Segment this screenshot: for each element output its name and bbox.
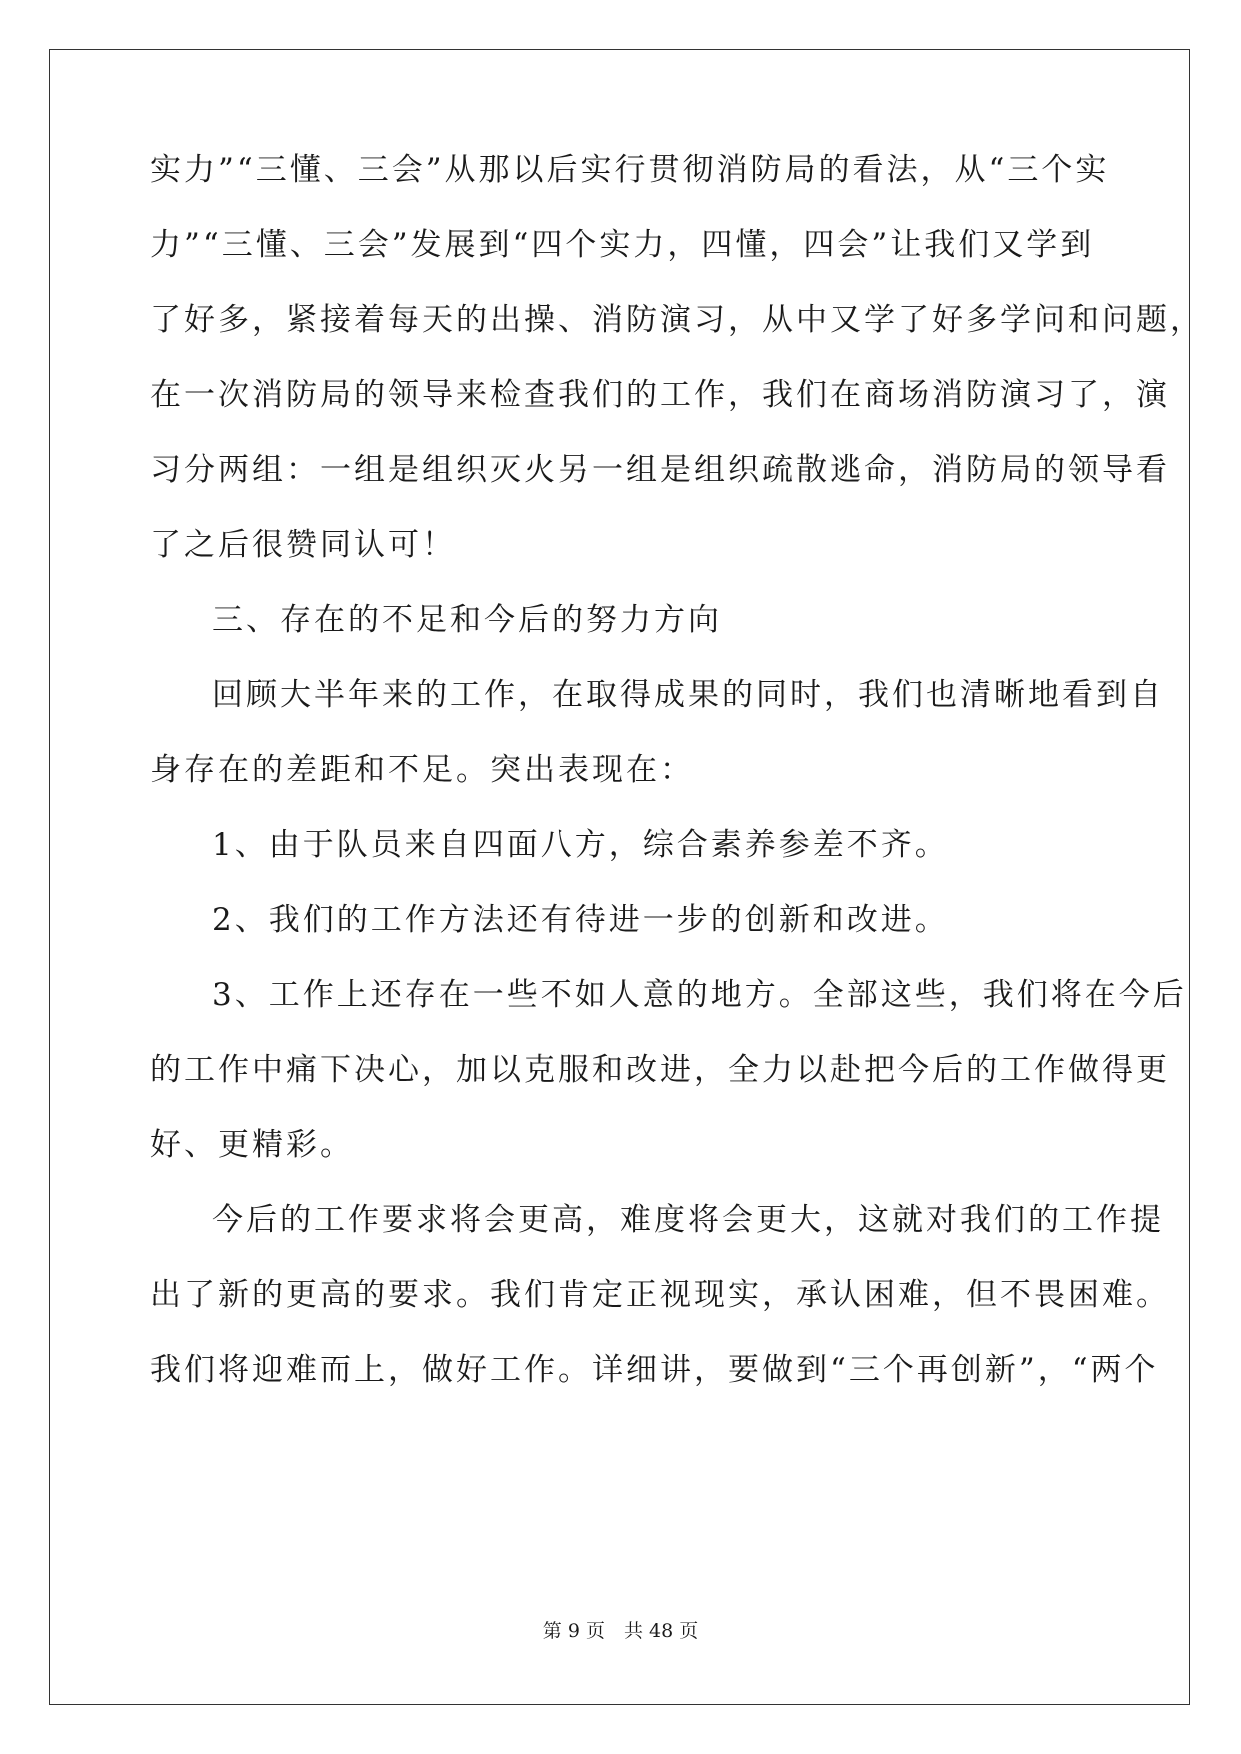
text-line: 在一次消防局的领导来检查我们的工作，我们在商场消防演习了，演 <box>150 377 1170 413</box>
text-line: 实力”“三懂、三会”从那以后实行贯彻消防局的看法，从“三个实 <box>150 152 1110 188</box>
list-item: 3、工作上还存在一些不如人意的地方。全部这些，我们将在今后 <box>212 977 1187 1013</box>
text-line: 身存在的差距和不足。突出表现在： <box>150 752 694 788</box>
list-item: 2、我们的工作方法还有待进一步的创新和改进。 <box>212 902 949 938</box>
text-line: 好、更精彩。 <box>150 1127 354 1163</box>
text-line: 了之后很赞同认可！ <box>150 527 456 563</box>
text-line: 了好多，紧接着每天的出操、消防演习，从中又学了好多学问和问题， <box>150 302 1204 338</box>
page-number-footer: 第 9 页 共 48 页 <box>542 1620 699 1642</box>
text-line: 回顾大半年来的工作，在取得成果的同时，我们也清晰地看到自 <box>212 677 1164 713</box>
section-heading: 三、存在的不足和今后的努力方向 <box>212 602 722 638</box>
text-line: 我们将迎难而上，做好工作。详细讲，要做到“三个再创新”，“两个 <box>150 1352 1159 1388</box>
text-line: 今后的工作要求将会更高，难度将会更大，这就对我们的工作提 <box>212 1202 1164 1238</box>
text-line: 习分两组：一组是组织灭火另一组是组织疏散逃命，消防局的领导看 <box>150 452 1170 488</box>
text-line: 出了新的更高的要求。我们肯定正视现实，承认困难，但不畏困难。 <box>150 1277 1170 1313</box>
list-item: 1、由于队员来自四面八方，综合素养参差不齐。 <box>212 827 949 863</box>
page-border <box>49 49 1190 1705</box>
text-line: 力”“三懂、三会”发展到“四个实力，四懂，四会”让我们又学到 <box>150 227 1095 263</box>
text-line: 的工作中痛下决心，加以克服和改进，全力以赴把今后的工作做得更 <box>150 1052 1170 1088</box>
